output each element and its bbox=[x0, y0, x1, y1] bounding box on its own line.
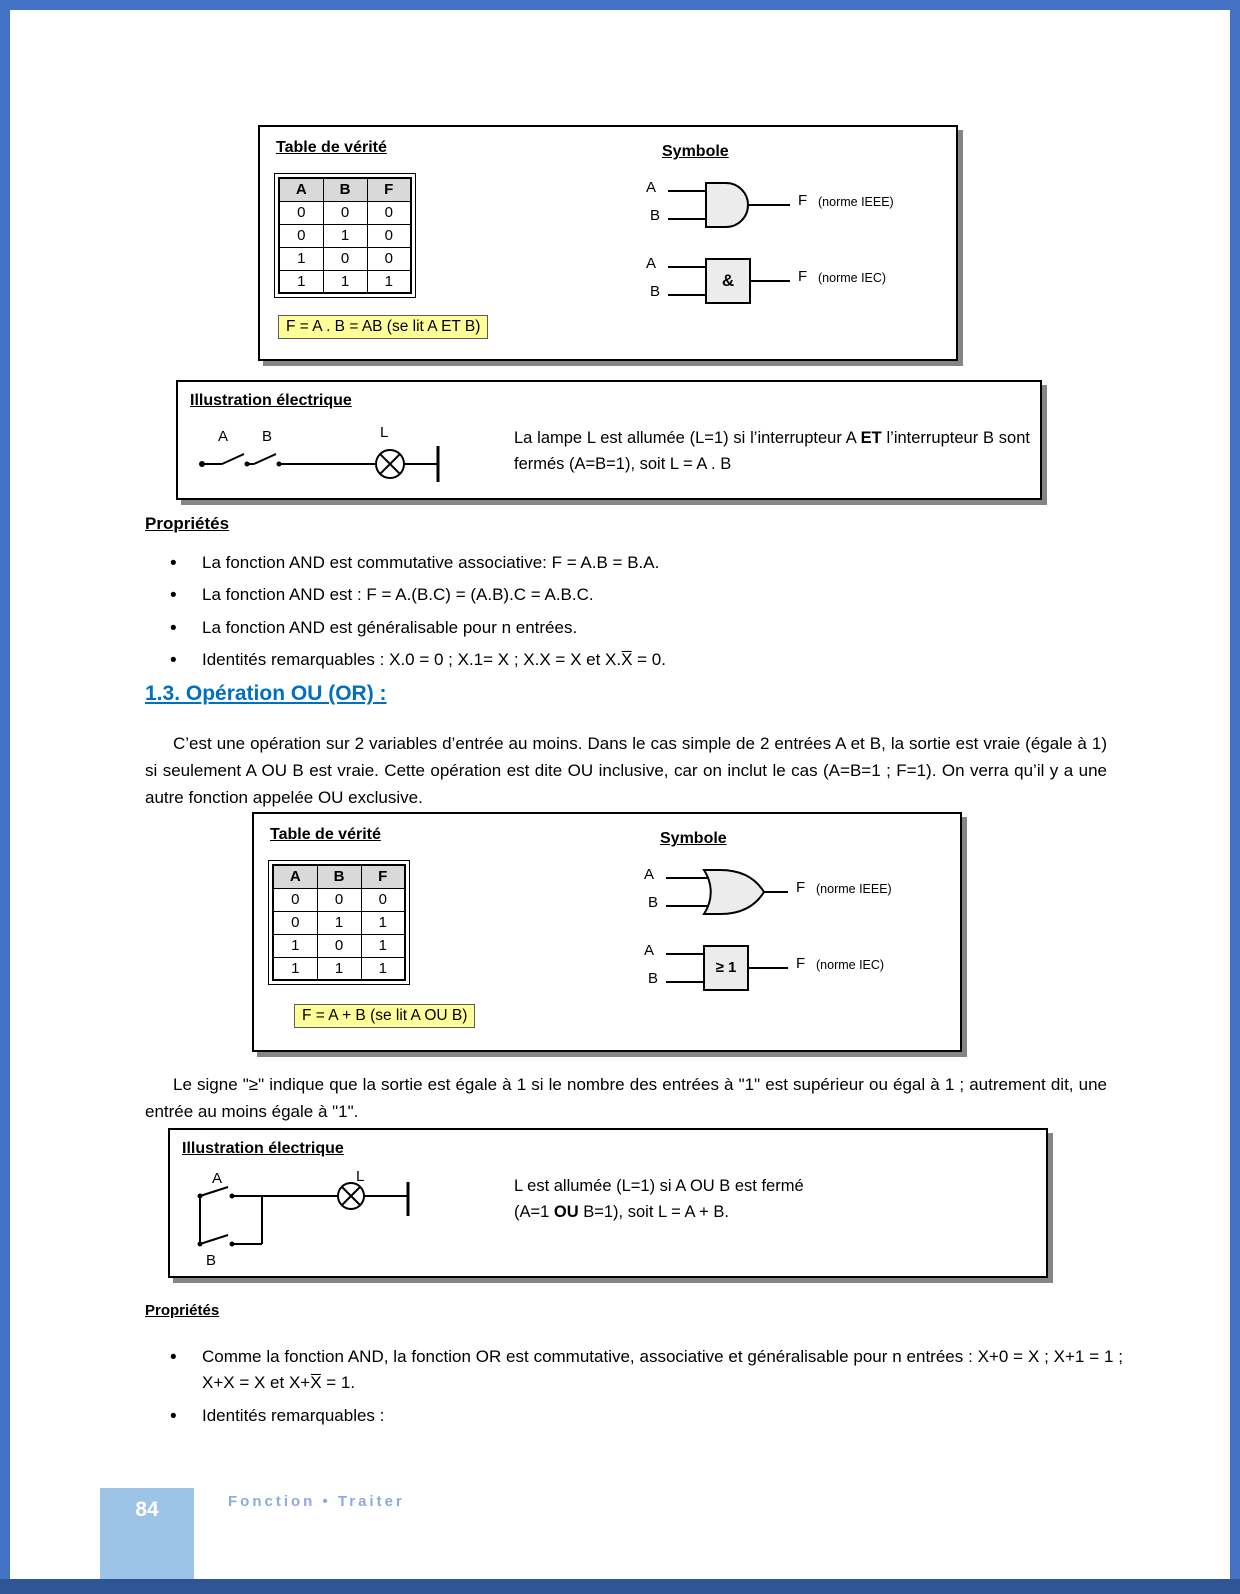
or-symbol-title: Symbole bbox=[660, 830, 727, 847]
or-intro-paragraph: C’est une opération sur 2 variables d’entrée au moins. Dans le cas simple de 2 entrées A et B, la sortie est vraie (égale à 1) si seulement A OU B est vraie. Cette opération est dite OU inclusive, car on inclut le cas (A=B=1 ; F=1). On verra qu’il y a une autre fonction appelée OU exclusive. bbox=[145, 734, 1107, 807]
description-bold: ET bbox=[860, 429, 882, 447]
or-illustration-description bbox=[514, 1174, 934, 1225]
truth-table-cell: 1 bbox=[361, 911, 405, 934]
or-gate-ieee-icon bbox=[666, 862, 790, 922]
and-formula: F = A . B = AB (se lit A ET B) bbox=[278, 315, 488, 339]
input-a-label: A bbox=[644, 942, 655, 959]
truth-table-header: B bbox=[317, 865, 361, 888]
list-item: • Identités remarquables : X.0 = 0 ; X.1= X ; X.X = X et X.X̅ = 0. bbox=[168, 647, 1098, 673]
input-b-label: B bbox=[648, 894, 659, 911]
list-item: • La fonction AND est : F = A.(B.C) = (A.B).C = A.B.C. bbox=[168, 582, 1098, 608]
or-circuit-diagram bbox=[186, 1182, 446, 1270]
and-illustration-box bbox=[176, 380, 1042, 500]
truth-table-cell: 0 bbox=[273, 888, 317, 911]
description-line: L est allumée (L=1) si A OU B est fermé bbox=[514, 1177, 804, 1195]
lamp-l-label: L bbox=[356, 1168, 365, 1185]
truth-table-cell: 1 bbox=[279, 270, 323, 293]
description-text: (A=1 bbox=[514, 1202, 554, 1221]
description-text: La lampe L est allumée (L=1) si l’interrupteur A bbox=[514, 429, 861, 447]
page-border-bottom bbox=[0, 1579, 1240, 1594]
truth-table-cell: 0 bbox=[323, 247, 367, 270]
and-gate-ieee-icon bbox=[668, 175, 792, 235]
iec-or-gate-label: ≥ 1 bbox=[715, 959, 737, 976]
truth-table-cell: 1 bbox=[361, 957, 405, 980]
truth-table-cell: 0 bbox=[367, 247, 411, 270]
truth-table-cell: 1 bbox=[361, 934, 405, 957]
and-table-title: Table de vérité bbox=[276, 139, 387, 156]
truth-table-header: F bbox=[361, 865, 405, 888]
switch-b-label: B bbox=[262, 428, 273, 445]
truth-table-cell: 0 bbox=[323, 201, 367, 224]
or-gate-ieee-symbol bbox=[630, 858, 950, 926]
footer-section-label: Fonction • Traiter bbox=[228, 1493, 405, 1510]
switch-a-label: A bbox=[212, 1170, 223, 1187]
or-illustration-title: Illustration électrique bbox=[182, 1140, 344, 1157]
truth-table-cell: 1 bbox=[273, 957, 317, 980]
description-bold: OU bbox=[553, 1202, 579, 1221]
truth-table-cell: 0 bbox=[317, 934, 361, 957]
page-border-right bbox=[1230, 0, 1240, 1594]
truth-table-cell: 0 bbox=[279, 224, 323, 247]
and-circuit-diagram bbox=[192, 436, 462, 496]
iec-and-gate-label: & bbox=[721, 271, 735, 290]
output-f-label: F bbox=[796, 955, 806, 972]
and-properties-list bbox=[168, 550, 1098, 679]
output-f-label: F bbox=[798, 192, 808, 209]
input-a-label: A bbox=[644, 866, 655, 883]
or-sign-note: Le signe "≥" indique que la sortie est égale à 1 si le nombre des entrées à "1" est supérieur ou égal à 1 ; autrement dit, une entrée au moins égale à "1". bbox=[145, 1075, 1107, 1121]
truth-table-cell: 0 bbox=[317, 888, 361, 911]
truth-table-cell: 1 bbox=[367, 270, 411, 293]
truth-table-header: A bbox=[273, 865, 317, 888]
iec-norm-label: (norme IEC) bbox=[818, 271, 887, 285]
list-item: • La fonction AND est généralisable pour n entrées. bbox=[168, 615, 1098, 641]
input-b-label: B bbox=[650, 283, 661, 300]
truth-table-cell: 0 bbox=[361, 888, 405, 911]
or-gate-iec-symbol bbox=[630, 934, 950, 1002]
iec-norm-label: (norme IEC) bbox=[816, 958, 885, 972]
or-section-heading: 1.3. Opération OU (OR) : bbox=[145, 682, 387, 705]
truth-table-cell: 1 bbox=[273, 934, 317, 957]
lamp-l-label: L bbox=[380, 424, 389, 441]
input-b-label: B bbox=[650, 207, 661, 224]
input-a-label: A bbox=[646, 179, 657, 196]
truth-table-cell: 1 bbox=[323, 270, 367, 293]
truth-table-cell: 0 bbox=[279, 201, 323, 224]
and-gate-iec-symbol bbox=[632, 247, 952, 315]
list-item: • Identités remarquables : bbox=[168, 1403, 1123, 1429]
truth-table-cell: 0 bbox=[367, 224, 411, 247]
truth-table-cell: 0 bbox=[367, 201, 411, 224]
and-truth-table-box bbox=[258, 125, 958, 361]
or-illustration-box bbox=[168, 1128, 1048, 1278]
ieee-norm-label: (norme IEEE) bbox=[818, 195, 894, 209]
switch-a-label: A bbox=[218, 428, 229, 445]
page-number-box bbox=[100, 1488, 194, 1579]
list-item: • Comme la fonction AND, la fonction OR est commutative, associative et généralisable pour n entrées : X+0 = X ; X+1 = 1 ; X+X = X et X+X̅ = 1. bbox=[168, 1344, 1123, 1397]
truth-table-cell: 1 bbox=[317, 957, 361, 980]
or-table-title: Table de vérité bbox=[270, 826, 381, 843]
and-properties-title: Propriétés bbox=[145, 514, 230, 533]
output-f-label: F bbox=[796, 879, 806, 896]
or-truth-table-box bbox=[252, 812, 962, 1052]
ieee-norm-label: (norme IEEE) bbox=[816, 882, 892, 896]
description-text: B=1), soit L = A + B. bbox=[578, 1202, 729, 1221]
input-b-label: B bbox=[648, 970, 659, 987]
or-truth-table bbox=[268, 860, 410, 985]
and-truth-table bbox=[274, 173, 416, 298]
page-border-left bbox=[0, 0, 10, 1594]
or-formula: F = A + B (se lit A OU B) bbox=[294, 1004, 475, 1028]
or-properties-title: Propriétés bbox=[145, 1302, 220, 1319]
and-symbol-title: Symbole bbox=[662, 143, 729, 160]
truth-table-cell: 0 bbox=[273, 911, 317, 934]
page-number: 84 bbox=[135, 1498, 159, 1521]
truth-table-cell: 1 bbox=[317, 911, 361, 934]
truth-table-cell: 1 bbox=[323, 224, 367, 247]
switch-b-label: B bbox=[206, 1252, 217, 1269]
truth-table-header: A bbox=[279, 178, 323, 201]
and-illustration-description bbox=[514, 426, 1030, 477]
and-illustration-title: Illustration électrique bbox=[190, 392, 352, 409]
output-f-label: F bbox=[798, 268, 808, 285]
description-line bbox=[514, 1200, 934, 1226]
list-item: • La fonction AND est commutative associative: F = A.B = B.A. bbox=[168, 550, 1098, 576]
page-border-top bbox=[0, 0, 1240, 10]
truth-table-cell: 1 bbox=[279, 247, 323, 270]
description-text: l’interrupteur B sont fermés (A=B=1), soit L = A . B bbox=[514, 429, 1030, 473]
or-properties-list bbox=[168, 1344, 1123, 1435]
truth-table-header: B bbox=[323, 178, 367, 201]
truth-table-header: F bbox=[367, 178, 411, 201]
and-gate-ieee-symbol bbox=[632, 171, 952, 239]
input-a-label: A bbox=[646, 255, 657, 272]
